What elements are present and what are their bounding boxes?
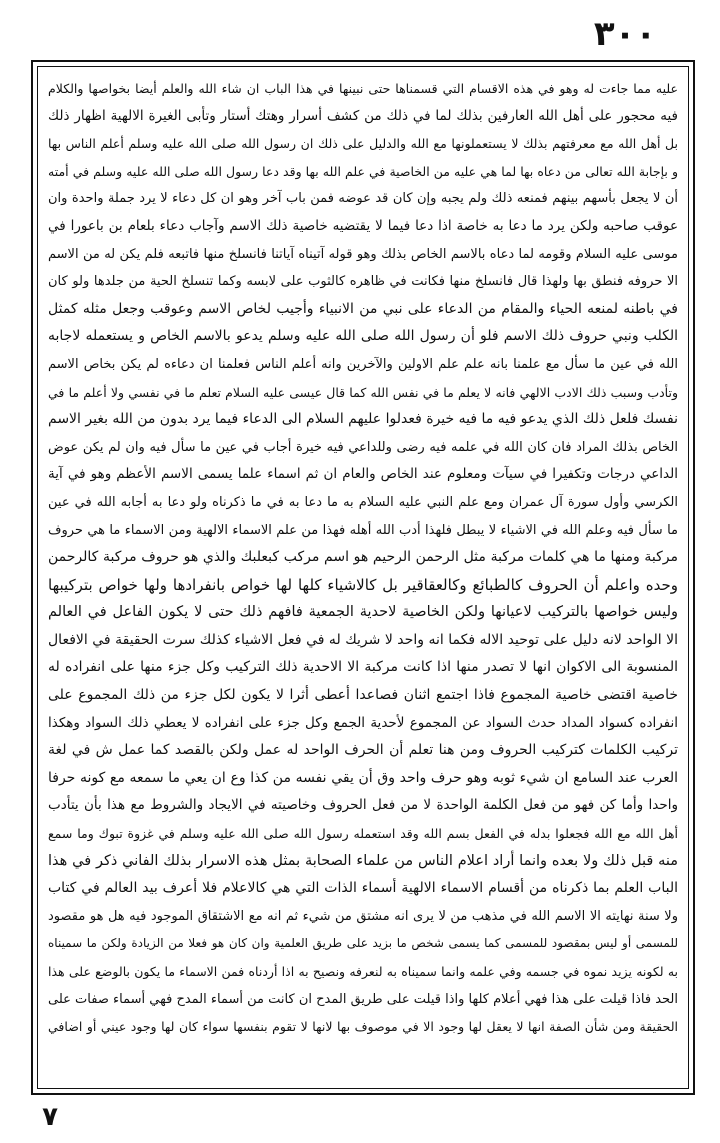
text-line: و بإجابة الله تعالى من دعاه بها لما هي عليه من الخاصية في علم الله بها وقد دعا رسول الله صلى الله عليه وسلم في أمته — [48, 163, 678, 179]
text-line: للمسمى أو ليس بمقصود للمسمى كما يسمى شخص ما بزيد على طريق العلمية وان كان هو فعلا من الزيادة ولكن ما سميناه — [48, 936, 678, 951]
text-line: أهل الله مع الله فجعلوا بدله في الفعل بسم الله وقد استعمله رسول الله صلى الله عليه وسلم في غزوة تبوك وما سمع — [48, 826, 678, 842]
text-line: الحد فاذا قيلت على هذا فهي أعلام كلها واذا قيلت على طريق المدح ان كانت من أسماء المدح فهي أسماء صفات على — [48, 991, 678, 1007]
text-line: المنسوبة الى الاكوان انها لا تصدر منها اذا كانت مركبة الا الاحدية ذلك التركيب وكل جزء منها على انفراده له — [48, 659, 678, 676]
text-line: بل أهل الله مع معرفتهم بذلك لا يستعملونها مع الله والدليل على ذلك ان رسول الله صلى الله عليه وسلم أعلم الناس بها — [48, 136, 678, 152]
text-line: الله في عين ما سأل مع علمنا بانه علم علم الاولين والآخرين وانه أعلم الناس فعلمنا ان دعاءه لم يكن بخاص الاسم — [48, 356, 678, 372]
text-line: الداعي درجات وتكفيرا في سيآت ومعلوم عند الخاص والعام ان ثم اسماء علما يسمى الاسم الأعظم وهو في آية — [48, 466, 678, 483]
text-line: الباب العلم بما ذكرناه من أقسام الاسماء الالهية أسماء الذات التي هي كالاعلام فلا أعرف بيد العالم في كتاب — [48, 880, 678, 897]
text-line: في باطنه لمنعه الحياء والمقام من الدعاء على نبي من الانبياء وأجيب لخاص الاسم وعوقب وجعل مثله كمثل — [48, 300, 678, 317]
text-line: نفسك فلعل ذلك الذي يدعو فيه ما فيه خيرة فعدلوا عليهم السلام الى الدعاء فيما يرد بدون من الله بغير الاسم — [48, 411, 678, 428]
text-line: وحده واعلم أن الحروف كالطبائع وكالعقاقير بل كالاشياء كلها لها خواص بانفرادها ولها خواص بتركيبها — [48, 575, 678, 594]
text-line: الحقيقة ومن شأن الصفة انها لا يعقل لها وجود الا في موصوف بها لانها لا تقوم بنفسها سواء كان لها وجود عيني أو اضافي — [48, 1019, 678, 1035]
page-frame-inner — [37, 66, 689, 1089]
text-line: خاصية اقتضى خاصية المجموع فاذا اجتمع اثنان فصاعدا أعطى أثرا لا يكون لكل جزء من ذلك المجموع على — [48, 687, 678, 704]
text-line: منه قبل ذلك ولا بعده وانما أراد اعلام الناس من علماء الصحابة بمثل هذه الاسرار بذلك الفاني ذكر في هذا — [48, 852, 678, 869]
text-line: موسى عليه السلام وقومه لما دعاه بالاسم الخاص بذلك وهو قوله آتيناه آياتنا فانسلخ منها فاتبعه فلم يكن له من الاسم — [48, 246, 678, 262]
signature-mark: ٧ — [42, 1102, 58, 1132]
text-line: واحدا وأما كن فهو من فعل الكلمة الواحدة لا من فعل الحروف وخاصيته في الايجاد والشروط مع هذا بأن يتأدب — [48, 797, 678, 814]
text-line: وليس خواصها بالتركيب لاعيانها ولكن الخاصية لاحدية الجمعية فافهم ذلك حتى لا يكون الفاعل في العالم — [48, 604, 678, 621]
page-number-top: ٣٠٠ — [593, 14, 657, 54]
text-line: مركبة ومنها ما هي كلمات مركبة مثل الرحمن الرحيم هو اسم مركب كبعلبك والذي هو حروف مركبة كالرحمن — [48, 549, 678, 566]
text-body — [48, 75, 678, 1041]
text-line: الا حروفه فنطق بها ولهذا قال فانسلخ منها فكانت في ظاهره كالثوب على لابسه وكما تنسلخ الحية من جلدها ولو كان — [48, 274, 678, 290]
text-line: الكلب ونبي حروف ذلك الاسم فلو أن رسول الله صلى الله عليه وسلم يدعو بالاسم الخاص و يستعمله لاجابه — [48, 328, 678, 345]
text-line: تركيب الكلمات كتركيب الحروف ومن هنا تعلم أن الحرف الواحد له عمل ولكن بالقصد كما عمل ش في لغة — [48, 742, 678, 759]
text-line: عليه مما جاءت له وهو في هذه الاقسام التي قسمناها حتى نبينها في هذا الباب ان شاء الله والعلم أيضا بخواصها والكلام — [48, 81, 678, 96]
text-line: أن لا يجعل بأسهم بينهم فمنعه ذلك ولم يجبه وإن كان قد عوضه فمن باب آخر وهو ان كل دعاء لا يرد جملة واحدة وان — [48, 191, 678, 207]
text-line: الخاص بذلك المراد فان كان الله في علمه فيه رضى وللداعي فيه خيرة أجاب في عين ما سأل فيه وان لم يكن عوض — [48, 439, 678, 455]
text-line: فيه محجور على أهل الله العارفين بذلك لما في ذلك من كشف أسرار وهتك أستار وتأبى الغيرة الالهية اظهار ذلك — [48, 107, 678, 124]
text-line: انفراده كسواد المداد حدث السواد عن المجموع لأحدية الجمع وكل جزء على انفراده لا يعطي ذلك السواد وهكذا — [48, 714, 678, 731]
text-line: العرب عند السامع ان شيء ثوبه وهو حرف واحد وق أن يقي نفسه من كذا وع ان يعي ما سمعه مع كونه حرفا — [48, 769, 678, 786]
text-line: ما سأل فيه وعلم الله في الاشياء لا يبطل فلهذا أدب الله أهله فهذا من علم الاسماء الالهية ومن الاسماء ما هي حروف — [48, 522, 678, 538]
text-line: الكرسي وأول سورة آل عمران ومع علم النبي عليه السلام به ما دعا به في ما ذكرناه ولو دعا به أجابه الله في عين — [48, 494, 678, 510]
text-line: ولا سنة نهايته الا الاسم الله في مذهب من لا يرى انه مشتق من شيء ثم انه مع الاشتقاق الموجود فيه هل هو مقصود — [48, 908, 678, 924]
text-line: به لكونه يزيد نموه في جسمه وفي علمه وانما سميناه به لنعرفه ونصيح به اذا أردناه فمن الاسماء ما يكون بالوضع على هذا — [48, 964, 678, 979]
text-line: وتأدب وسبب ذلك الادب الالهي فانه لا يعلم ما في نفس الله كما قال عيسى عليه السلام تعلم ما في نفسي ولا أعلم ما في — [48, 384, 678, 400]
text-line: الا الواحد لانه دليل على توحيد الاله فكما انه واحد لا شريك له في فعل الاشياء كذلك سرت الحقيقة في الافعال — [48, 631, 678, 648]
text-line: عوقب صاحبه ولكن يرد ما دعا به خاصة اذا دعا فيما لا يقتضيه خاصية ذلك الاسم وآجاب دعاء بلعام بن باعورا في — [48, 217, 678, 234]
